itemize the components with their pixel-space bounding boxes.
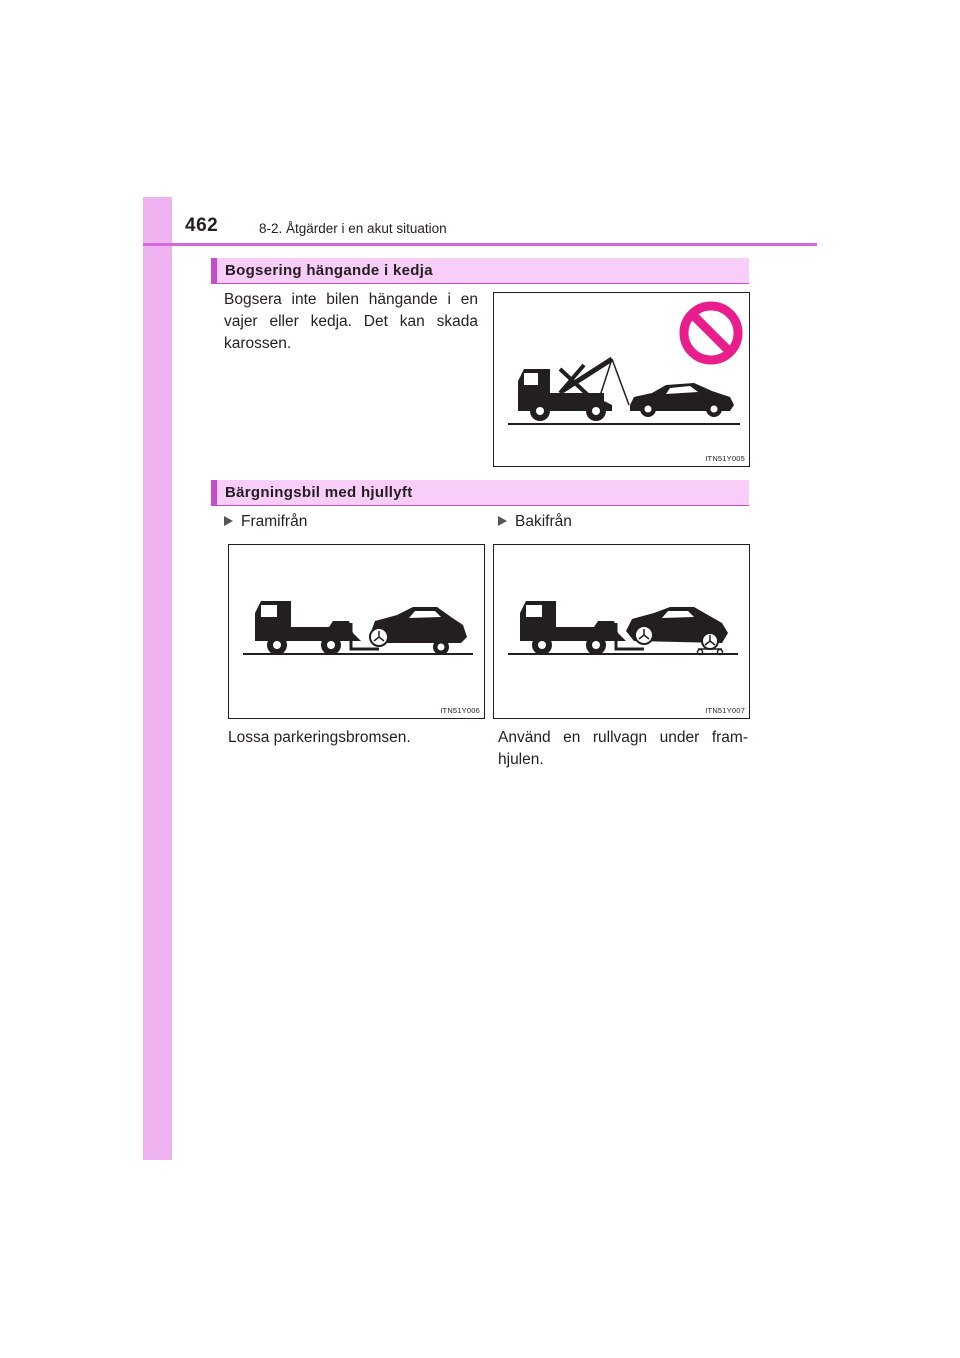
- tow-truck-icon: [520, 601, 626, 655]
- figure-wheel-lift-front: [228, 544, 485, 719]
- figure-code: ITN51Y007: [705, 706, 745, 715]
- tow-truck-icon: [255, 601, 361, 655]
- chapter-title: 8-2. Åtgärder i en akut situation: [259, 221, 447, 236]
- car-icon: [626, 607, 728, 649]
- section-title: Bärgningsbil med hjullyft: [225, 484, 413, 501]
- car-icon: [630, 383, 734, 417]
- figure-chain-towing: [493, 292, 750, 467]
- car-icon: [369, 607, 467, 655]
- wheel-lift-rear-illustration: [494, 545, 751, 720]
- caption-front: Lossa parkeringsbromsen.: [228, 729, 411, 746]
- page-number: 462: [185, 215, 219, 236]
- side-strip: [143, 197, 172, 1160]
- triangle-bullet-icon: [224, 516, 233, 526]
- label-front: Framifrån: [224, 513, 307, 531]
- chain-towing-illustration: [494, 293, 751, 468]
- section-heading-wheel-lift: [211, 480, 749, 506]
- header-rule: [143, 243, 817, 246]
- caption-rear: Använd en rullvagn under fram-hjulen.: [498, 729, 748, 768]
- section-title: Bogsering hängande i kedja: [225, 262, 433, 279]
- section-heading-chain-towing: [211, 258, 749, 284]
- figure-wheel-lift-rear: [493, 544, 750, 719]
- prohibit-icon: [684, 306, 738, 360]
- tow-truck-icon: [518, 359, 612, 421]
- triangle-bullet-icon: [498, 516, 507, 526]
- figure-code: ITN51Y005: [705, 454, 745, 463]
- label-rear: Bakifrån: [498, 513, 572, 531]
- chain-towing-warning-text: Bogsera inte bilen hängande i en vajer eller kedja. Det kan skada karossen.: [224, 291, 478, 352]
- figure-code: ITN51Y006: [440, 706, 480, 715]
- wheel-lift-front-illustration: [229, 545, 486, 720]
